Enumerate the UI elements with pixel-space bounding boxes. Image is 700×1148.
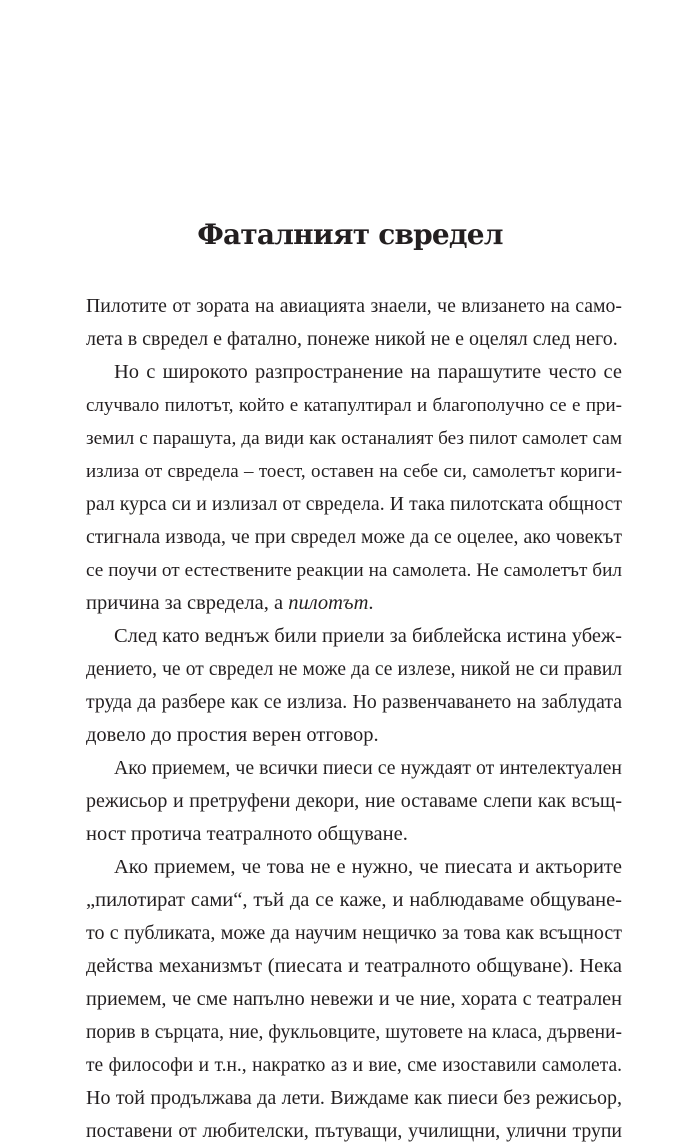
text-line-content: Но с широкото разпространение на парашутите често се [114,361,622,383]
text-line [86,455,622,488]
text-line [86,323,622,356]
text-line [86,554,622,587]
text-line-content: режисьор и претруфени декори, ние оставаме слепи как всъщ- [86,790,622,812]
text-line [86,752,622,785]
text-line [86,719,622,752]
text-line-content: излиза от свредела – тоест, оставен на себе си, самолетът кориги- [86,461,622,482]
text-line-content: Ако приемем, че това не е нужно, че пиесата и актьорите [114,856,622,878]
text-line [86,983,622,1016]
text-line-tail: . [368,592,374,614]
text-line-content: Но той продължава да лети. Виждаме как пиеси без режисьор, [86,1087,622,1109]
text-line [86,653,622,686]
text-line-content: дението, че от свредел не може да се излезе, никой не си правил [86,659,622,680]
text-line [86,917,622,950]
text-line-content: действа механизмът (пиесата и театралното общуване). Нека [86,955,622,977]
chapter-title: Фаталният свредел [197,218,503,251]
text-line [86,1016,622,1049]
text-line-content: ност протича театралното общуване. [86,823,408,845]
text-line-content: „пилотират сами“, тъй да се каже, и наблюдаваме общуване- [86,889,622,911]
text-line-content: довело до простия верен отговор. [86,724,379,746]
text-line [86,818,622,851]
text-line-content: порив в сърцата, ние, фукльовците, шутовете на класа, дървени- [86,1022,622,1043]
text-line [86,290,622,323]
text-line-content: причина за свредела, а [86,592,289,614]
text-line [86,851,622,884]
text-line [86,356,622,389]
body-text [86,290,622,1148]
text-line-content: то с публиката, може да научим нещичко за това как всъщност [86,922,622,944]
text-line [86,587,622,620]
text-line-content: приемем, че сме напълно невежи и че ние, хората с театрален [86,988,622,1010]
text-line [86,884,622,917]
text-line [86,1115,622,1148]
text-line-content: рал курса си и излизал от свредела. И така пилотската общност [86,493,622,515]
text-line [86,389,622,422]
text-line [86,488,622,521]
text-line [86,950,622,983]
text-line-content: труда да разбере как се излиза. Но развенчаването на заблудата [86,691,622,713]
text-line-content: стигнала извода, че при свредел може да се оцелее, ако човекът [86,526,622,548]
text-line [86,686,622,719]
text-line-content: След като веднъж били приели за библейска истина убеж- [114,625,622,647]
text-line [86,1049,622,1082]
italic-word: пилотът [288,592,369,614]
text-line-content: случвало пилотът, който е катапултирал и благополучно се е при- [86,395,622,416]
text-line-content: Пилотите от зората на авиацията знаели, че влизането на само- [86,295,622,317]
text-line-content: лета в свредел е фатално, понеже никой не е оцелял след него. [86,328,618,350]
text-line-content: се поучи от естествените реакции на самолета. Не самолетът бил [86,560,622,581]
text-line-content: Ако приемем, че всички пиеси се нуждаят от интелектуален [114,757,622,779]
text-line [86,620,622,653]
text-line-content: земил с парашута, да види как останалият без пилот самолет сам [86,428,622,449]
text-line [86,1082,622,1115]
text-line [86,422,622,455]
text-line [86,785,622,818]
text-line-content: те философи и т.н., накратко аз и вие, сме изоставили самолета. [86,1055,622,1076]
text-line-content: поставени от любителски, пътуващи, училищни, улични трупи [86,1120,622,1142]
text-line [86,521,622,554]
